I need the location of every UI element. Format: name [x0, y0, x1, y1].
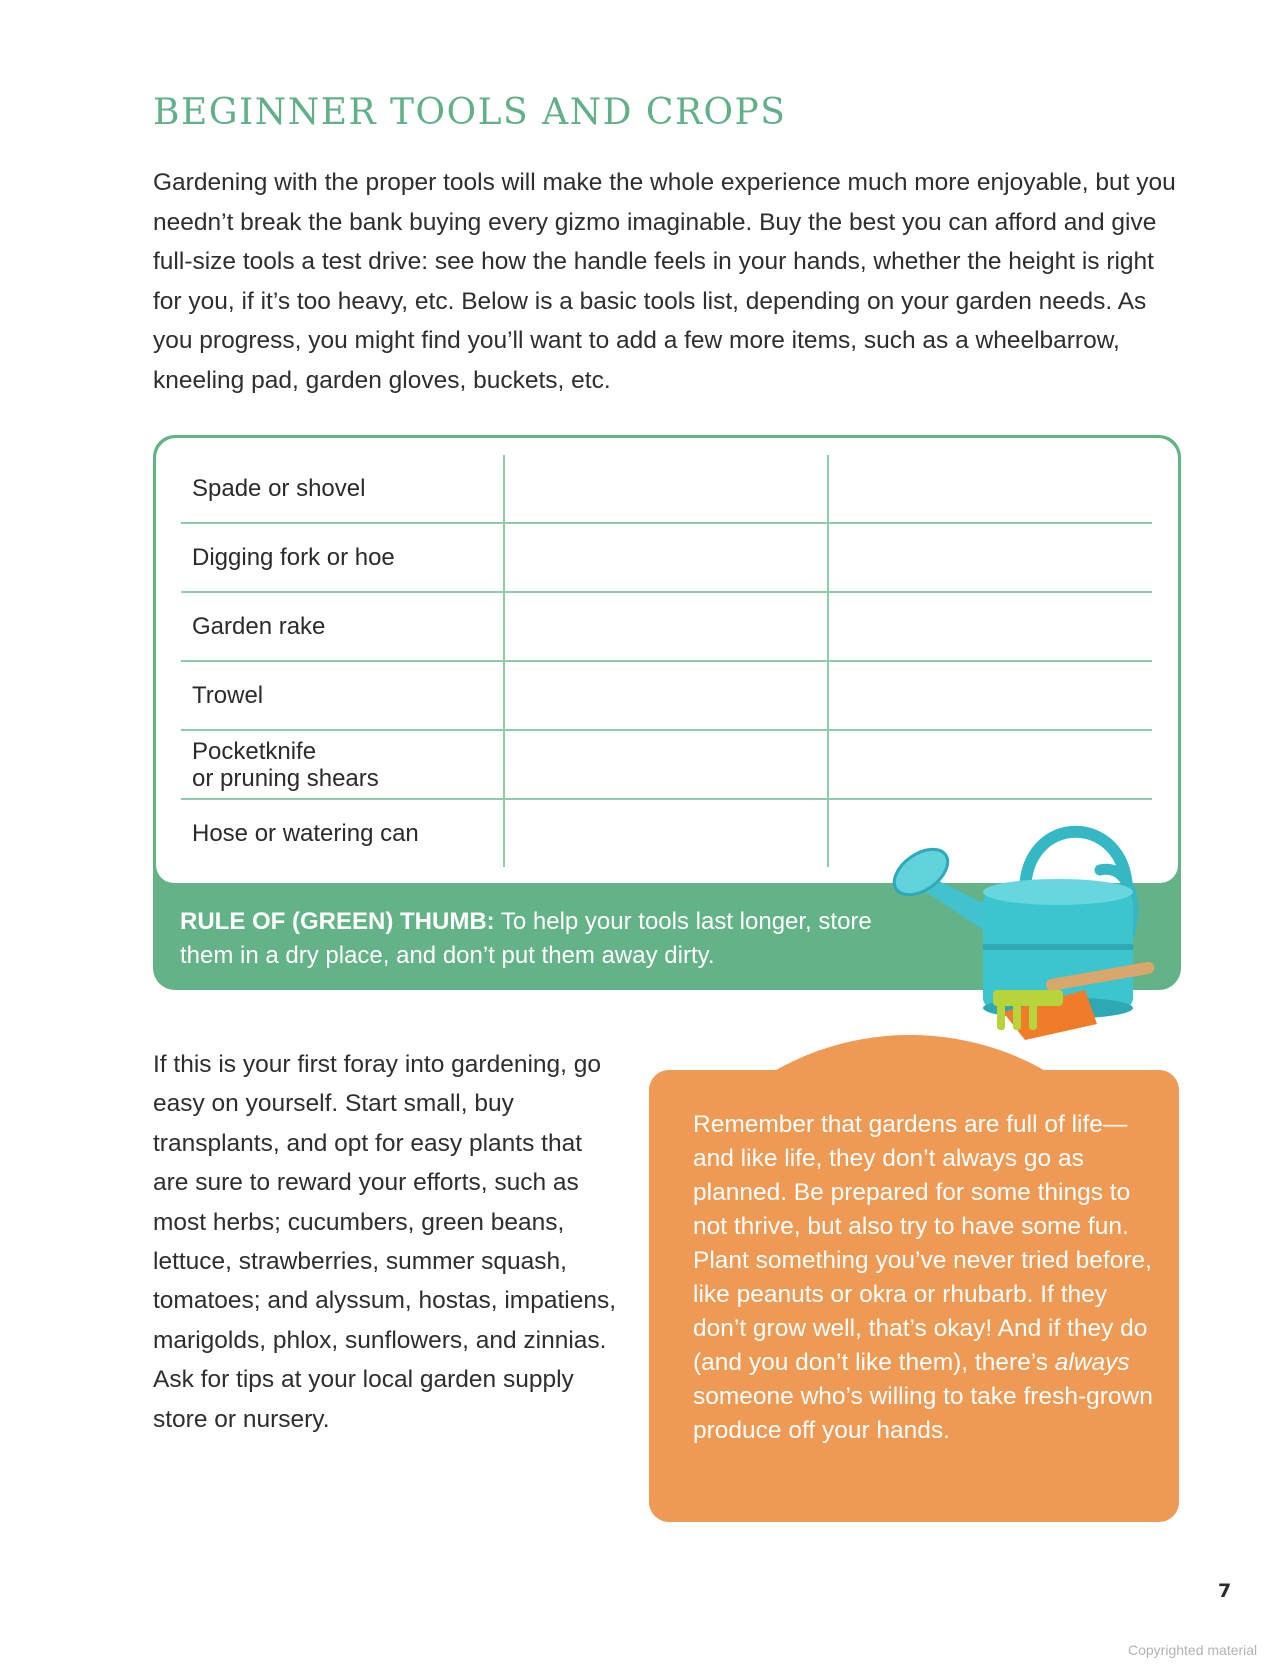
blank-cell	[828, 455, 1152, 523]
blank-cell	[828, 661, 1152, 730]
page-title: BEGINNER TOOLS AND CROPS	[153, 92, 787, 133]
blank-cell	[504, 455, 828, 523]
table-row	[181, 455, 1152, 523]
watering-can-illustration	[875, 812, 1165, 1042]
blank-cell	[504, 661, 828, 730]
table-row	[181, 592, 1152, 661]
tip-text: To help your tools last longer, store them in a dry place, and don’t put them away dirty.	[180, 908, 872, 969]
beginner-crops-paragraph: If this is your first foray into gardening, go easy on yourself. Start small, buy transplants, and opt for easy plants that are sure to reward your efforts, such as most herbs; cucumbers, green beans, lettuce, strawberries, summer squash, tomatoes; and alyssum, hostas, impatiens, marigolds, phlox, sunflowers, and zinnias. Ask for tips at your local garden supply store or nursery.	[153, 1051, 616, 1433]
blank-cell	[504, 799, 828, 867]
tool-name: Digging fork or hoe	[181, 523, 504, 592]
tool-name: Pocketknife or pruning shears	[181, 730, 504, 799]
page-number: 7	[1218, 1580, 1232, 1602]
tools-table	[181, 455, 1152, 867]
callout-emphasis: always	[1054, 1349, 1130, 1376]
callout-text-after: someone who’s willing to take fresh-grown produce off your hands.	[693, 1383, 1153, 1444]
callout-text	[693, 1108, 1153, 1448]
intro-paragraph: Gardening with the proper tools will make the whole experience much more enjoyable, but you needn’t break the bank buying every gizmo imaginable. Buy the best you can afford and give full-size tools a test drive: see how the handle feels in your hands, whether the height is right for you, if it’s too heavy, etc. Below is a basic tools list, depending on your garden needs. As you progress, you might find you’ll want to add a few more items, such as a wheelbarrow, kneeling pad, garden gloves, buckets, etc.	[153, 169, 1176, 394]
blank-cell	[504, 592, 828, 661]
table-row	[181, 730, 1152, 799]
table-row	[181, 661, 1152, 730]
tool-name: Spade or shovel	[181, 455, 504, 523]
tool-name: Trowel	[181, 661, 504, 730]
tip-label: RULE OF (GREEN) THUMB:	[180, 908, 495, 935]
green-thumb-tip	[180, 905, 900, 973]
callout-text-before: Remember that gardens are full of life—and like life, they don’t always go as planned. Be prepared for some things to not thrive, but also try to have some fun. Plant something you’ve never tried before, like peanuts or okra or rhubarb. If they don’t grow well, that’s okay! And if they do (and you don’t like them), there’s	[693, 1111, 1152, 1376]
blank-cell	[828, 523, 1152, 592]
table-row	[181, 523, 1152, 592]
blank-cell	[504, 523, 828, 592]
blank-cell	[828, 592, 1152, 661]
blank-cell	[828, 730, 1152, 799]
blank-cell	[504, 730, 828, 799]
tool-name: Garden rake	[181, 592, 504, 661]
encouragement-callout	[649, 1070, 1179, 1522]
copyright-notice: Copyrighted material	[1128, 1642, 1258, 1658]
tool-name: Hose or watering can	[181, 799, 504, 867]
